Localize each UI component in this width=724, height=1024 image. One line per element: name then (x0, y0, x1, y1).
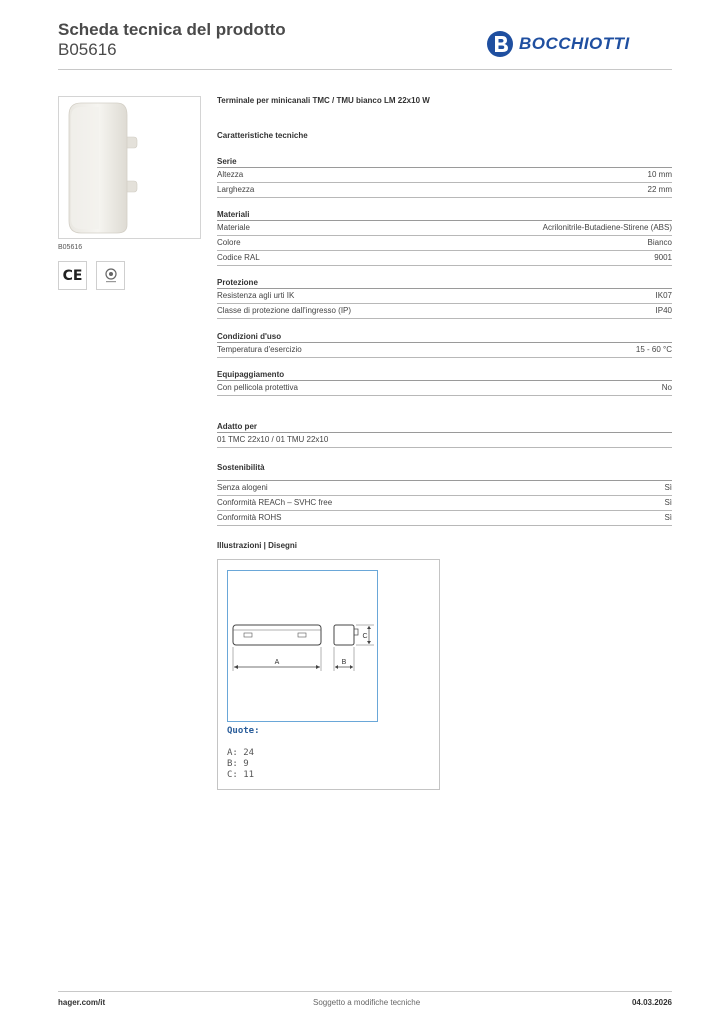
product-photo (58, 96, 201, 239)
product-photo-icon (59, 97, 200, 238)
spec-value: No (661, 383, 672, 392)
spec-label: 01 TMC 22x10 / 01 TMU 22x10 (217, 435, 329, 444)
spec-label: Colore (217, 238, 241, 247)
spec-row (217, 251, 672, 266)
header-divider (58, 69, 672, 70)
spec-row (217, 343, 672, 358)
section-sostenibilita (217, 462, 672, 526)
imq-mark-icon (96, 261, 125, 290)
spec-value: 22 mm (647, 185, 672, 194)
spec-value: IK07 (655, 291, 672, 300)
spec-label: Conformità ROHS (217, 513, 282, 522)
spec-label: Conformità REACh – SVHC free (217, 498, 333, 507)
dim-label-c: C (362, 633, 368, 640)
quote-line: A: 24 (227, 748, 255, 758)
spec-row (217, 511, 672, 526)
quote-line: C: 11 (227, 770, 255, 780)
spec-value: Sì (664, 483, 672, 492)
spec-value: Bianco (647, 238, 672, 247)
drawing-frame (227, 570, 378, 722)
footer-date: 04.03.2026 (631, 998, 672, 1007)
spec-label: Larghezza (217, 185, 255, 194)
section-title: Adatto per (217, 421, 672, 433)
spec-label: Resistenza agli urti IK (217, 291, 295, 300)
section-materiali (217, 209, 672, 266)
spec-label: Con pellicola protettiva (217, 383, 298, 392)
features-heading: Caratteristiche tecniche (217, 131, 308, 140)
section-title: Equipaggiamento (217, 369, 672, 381)
spec-row (217, 381, 672, 396)
spec-value: 9001 (654, 253, 672, 262)
section-serie (217, 156, 672, 198)
section-title: Serie (217, 156, 672, 168)
spec-label: Temperatura d'esercizio (217, 345, 302, 354)
spec-value: 15 - 60 °C (635, 345, 672, 354)
dimension-drawing-icon (228, 571, 377, 721)
quote-line: B: 9 (227, 759, 249, 769)
spec-row (217, 221, 672, 236)
section-title: Materiali (217, 209, 672, 221)
section-adatto-per (217, 421, 672, 448)
spec-row (217, 236, 672, 251)
bocchiotti-logo-icon (486, 30, 514, 58)
spec-row (217, 183, 672, 198)
product-name: Terminale per minicanali TMC / TMU bianco LM 22x10 W (217, 96, 430, 105)
section-equipaggiamento (217, 369, 672, 396)
footer-divider (58, 991, 672, 992)
footer-notice: Soggetto a modifiche tecniche (313, 998, 421, 1007)
spec-row (217, 496, 672, 511)
section-title: Sostenibilità (217, 463, 265, 472)
dim-label-b: B (341, 659, 347, 666)
spec-label: Senza alogeni (217, 483, 268, 492)
illustrations-heading: Illustrazioni | Disegni (217, 541, 298, 550)
image-caption: B05616 (58, 244, 83, 251)
spec-row (217, 304, 672, 319)
spec-label: Classe di protezione dall'ingresso (IP) (217, 306, 352, 315)
spec-value: IP40 (655, 306, 672, 315)
section-title: Condizioni d'uso (217, 331, 672, 343)
brand-logo (486, 29, 630, 59)
technical-drawing (217, 559, 440, 790)
spec-row (217, 168, 672, 183)
ce-mark-icon: CE (58, 261, 87, 290)
dim-label-a: A (274, 659, 280, 666)
brand-name: BOCCHIOTTI (519, 34, 630, 53)
spec-value: Sì (664, 513, 672, 522)
page-title: Scheda tecnica del prodotto (58, 20, 286, 39)
section-protezione (217, 277, 672, 319)
spec-value: Sì (664, 498, 672, 507)
spec-value: 10 mm (647, 170, 672, 179)
spec-label: Altezza (217, 170, 244, 179)
spec-row (217, 289, 672, 304)
section-title: Protezione (217, 277, 672, 289)
product-code: B05616 (58, 40, 117, 59)
footer-website: hager.com/it (58, 998, 106, 1007)
spec-row (217, 481, 672, 496)
spec-row (217, 433, 672, 448)
spec-label: Codice RAL (217, 253, 260, 262)
spec-label: Materiale (217, 223, 250, 232)
spec-value: Acrilonitrile-Butadiene-Stirene (ABS) (542, 223, 672, 232)
quote-title: Quote: (227, 726, 260, 736)
section-condizioni (217, 331, 672, 358)
